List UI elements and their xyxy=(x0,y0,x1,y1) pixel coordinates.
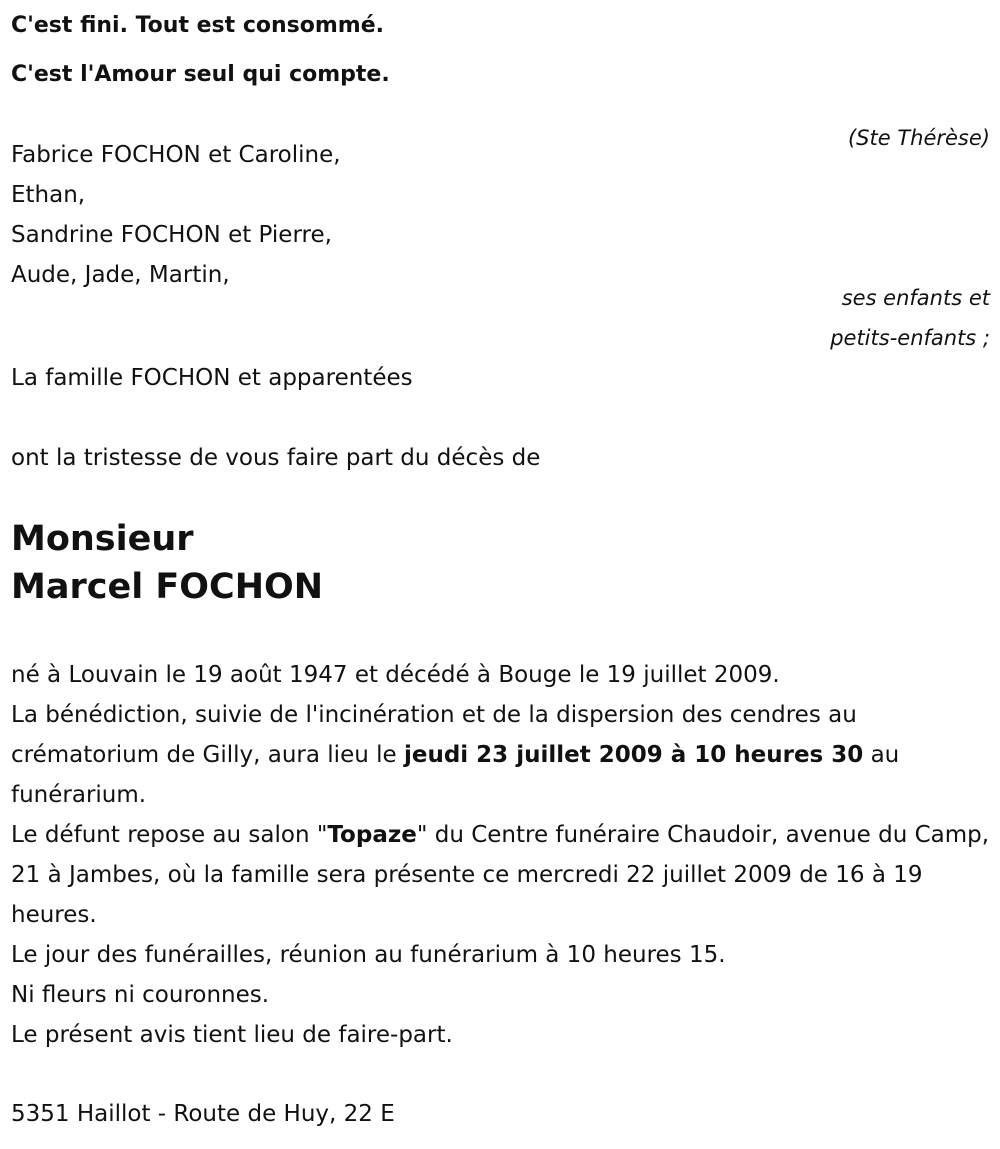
ceremony-paragraph xyxy=(11,695,993,815)
address: 5351 Haillot - Route de Huy, 22 E xyxy=(11,1101,395,1127)
epigraph-line-1: C'est fini. Tout est consommé. xyxy=(11,13,384,38)
deceased-title: Monsieur xyxy=(11,519,194,559)
repose-paragraph xyxy=(11,815,993,935)
family-line: Sandrine FOCHON et Pierre, xyxy=(11,222,332,248)
epigraph-attribution: (Ste Thérèse) xyxy=(847,126,990,150)
announcement-text: ont la tristesse de vous faire part du décès de xyxy=(11,445,541,471)
ceremony-text: La bénédiction, suivie de l'incinération et de la dispersion des cendres au crématorium de Gilly, aura lieu le xyxy=(11,702,857,768)
family-relation-line-1: ses enfants et xyxy=(841,286,990,310)
deceased-name: Marcel FOCHON xyxy=(11,567,324,607)
salon-name: Topaze xyxy=(327,822,417,848)
family-relation-line-2: petits-enfants ; xyxy=(830,326,990,350)
repose-text: Le défunt repose au salon " xyxy=(11,822,328,848)
birth-death-line: né à Louvain le 19 août 1947 et décédé à Bouge le 19 juillet 2009. xyxy=(11,662,780,688)
repose-location: " du Centre funéraire Chaudoir, avenue du Camp, 21 à Jambes, où la famille sera présente ce mercredi 22 juillet 2009 de 16 à 19 heures. xyxy=(11,822,990,928)
family-line: Ethan, xyxy=(11,182,86,208)
family-line: Fabrice FOCHON et Caroline, xyxy=(11,142,341,168)
ceremony-date: jeudi 23 juillet 2009 à 10 heures 30 xyxy=(403,742,864,768)
extended-family: La famille FOCHON et apparentées xyxy=(11,365,413,391)
flowers-line: Ni fleurs ni couronnes. xyxy=(11,982,270,1008)
notice-line: Le présent avis tient lieu de faire-part. xyxy=(11,1022,453,1048)
meeting-line: Le jour des funérailles, réunion au funérarium à 10 heures 15. xyxy=(11,942,726,968)
epigraph-line-2: C'est l'Amour seul qui compte. xyxy=(11,62,390,87)
funeral-details xyxy=(11,655,993,1055)
family-line: Aude, Jade, Martin, xyxy=(11,262,230,288)
ceremony-location: au funérarium. xyxy=(11,742,900,808)
